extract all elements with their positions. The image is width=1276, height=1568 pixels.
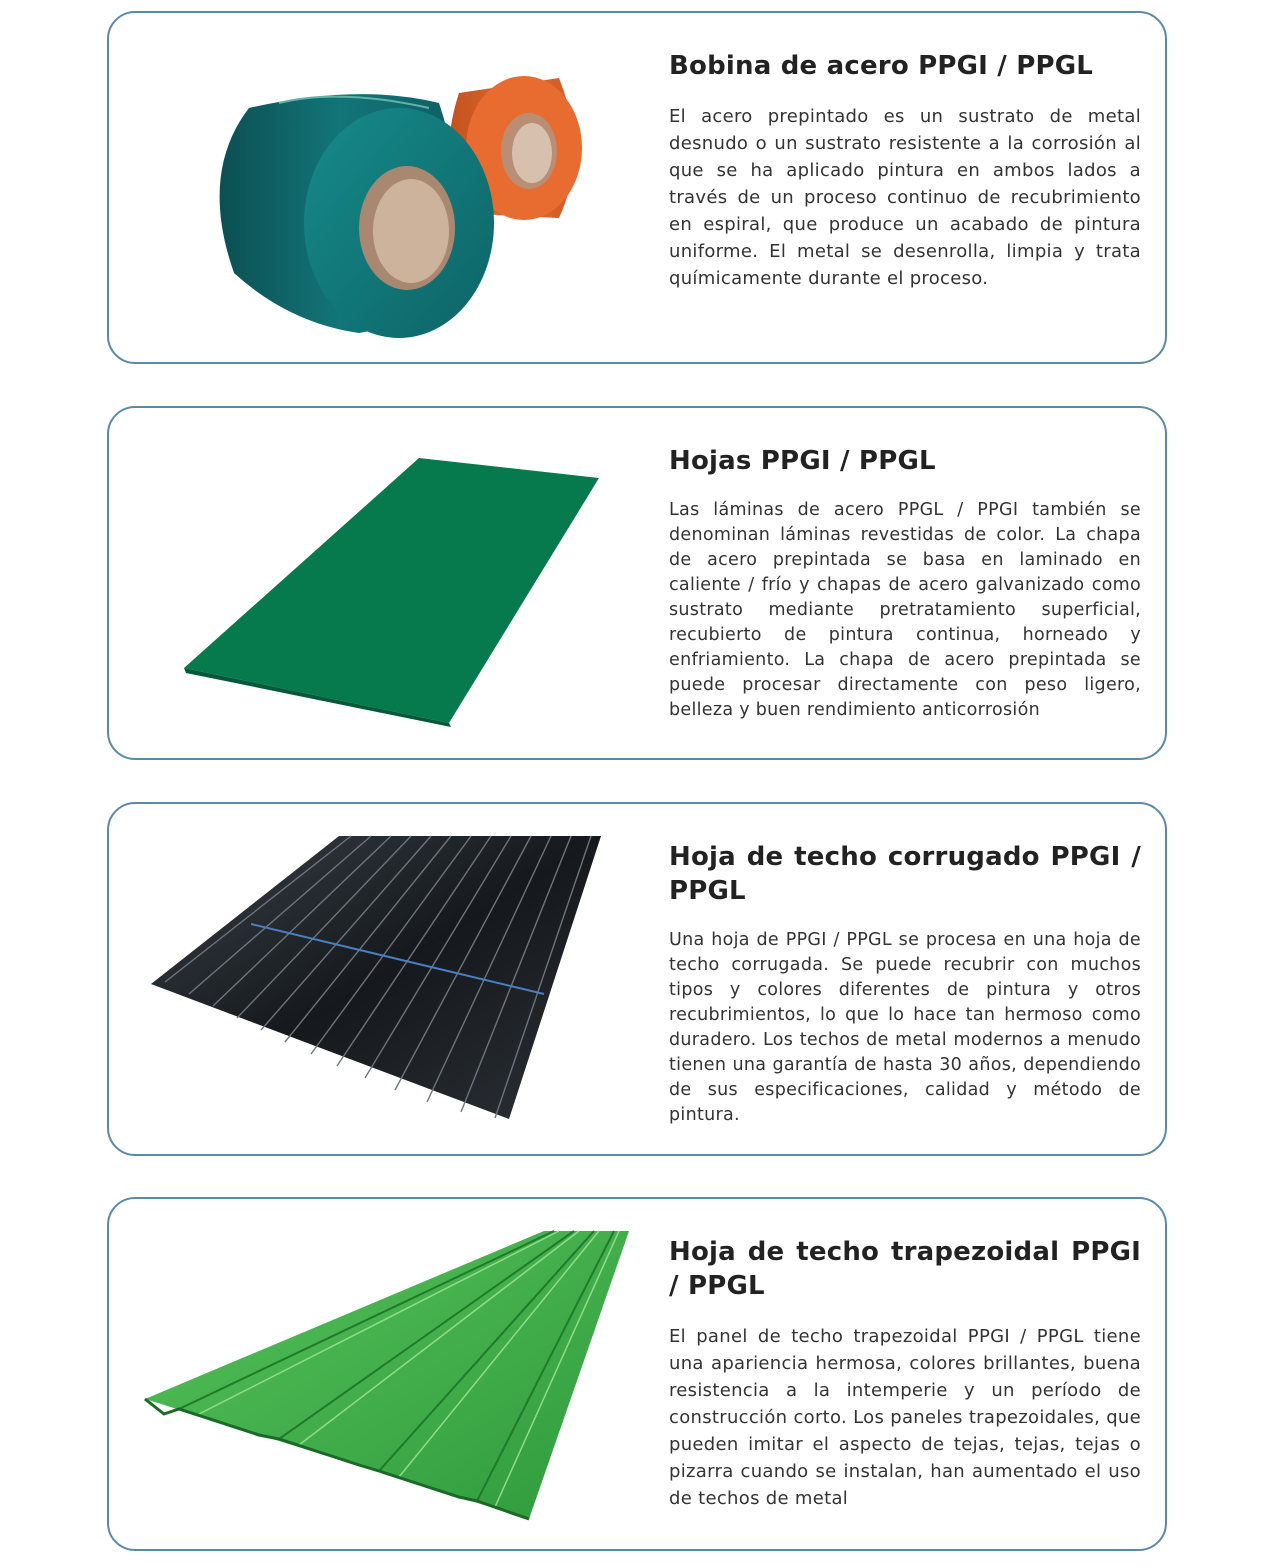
trapezoidal-sheet-icon xyxy=(139,1209,669,1539)
product-card-trapezoidal xyxy=(107,1197,1167,1551)
product-card-coil xyxy=(107,11,1167,364)
product-title: Hojas PPGI / PPGL xyxy=(669,446,936,476)
product-description: El acero prepintado es un sustrato de metal desnudo o un sustrato resistente a la corrosión al que se ha aplicado pintura en ambos lados a través de un proceso continuo de recubrimiento en espiral, que produce un acabado de pintura uniforme. El metal se desenrolla, limpia y trata químicamente durante el proceso. xyxy=(669,106,1141,289)
product-card-corrugated xyxy=(107,802,1167,1156)
product-title: Bobina de acero PPGI / PPGL xyxy=(669,51,1094,81)
steel-coil-icon xyxy=(139,23,669,353)
product-card-sheet xyxy=(107,406,1167,760)
product-title: Hoja de techo trapezoidal PPGI / PPGL xyxy=(669,1237,1141,1301)
product-description: Una hoja de PPGI / PPGL se procesa en una hoja de techo corrugada. Se puede recubrir con muchos tipos y colores diferentes de pintura y otros recubrimientos, lo que lo hace tan hermoso como duradero. Los techos de metal modernos a menudo tienen una garantía de hasta 30 años, dependiendo de sus especificaciones, calidad y método de pintura. xyxy=(669,930,1141,1125)
product-description: Las láminas de acero PPGL / PPGI también se denominan láminas revestidas de color. La chapa de acero prepintada se basa en laminado en caliente / frío y chapas de acero galvanizado como sustrato mediante pretratamiento superficial, recubierto de pintura continua, horneado y enfriamiento. La chapa de acero prepintada se puede procesar directamente con peso ligero, belleza y buen rendimiento anticorrosión xyxy=(669,500,1141,720)
product-description: El panel de techo trapezoidal PPGI / PPGL tiene una apariencia hermosa, colores brillantes, buena resistencia a la intemperie y un período de construcción corto. Los paneles trapezoidales, que pueden imitar el aspecto de tejas, tejas, tejas o pizarra cuando se instalan, han aumentado el uso de techos de metal xyxy=(669,1326,1141,1509)
corrugated-sheet-icon xyxy=(139,814,669,1144)
flat-sheet-icon xyxy=(139,418,669,748)
product-title: Hoja de techo corrugado PPGI / PPGL xyxy=(669,842,1141,906)
